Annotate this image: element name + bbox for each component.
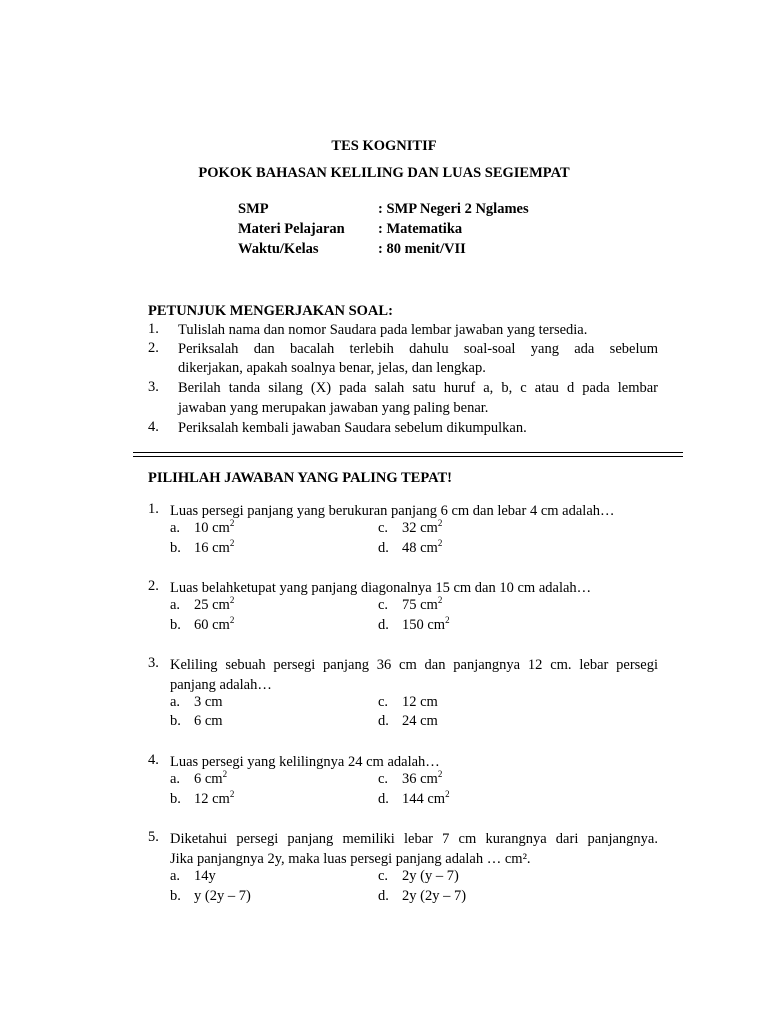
option-d[interactable]: d. 2y (2y – 7) <box>378 888 467 904</box>
info-key: Waktu/Kelas <box>238 241 319 257</box>
document-title: TES KOGNITIF <box>331 138 437 154</box>
option-b[interactable]: b. 12 $cm^2$ <box>170 789 235 807</box>
question-number: 4. <box>148 752 159 768</box>
question-text: Luas persegi panjang yang berukuran panjang 6 cm dan lebar 4 cm adalah… <box>170 503 615 519</box>
option-b[interactable]: b. 60 $cm^2$ <box>170 615 235 633</box>
option-d[interactable]: d. 144 $cm^2$ <box>378 789 450 807</box>
instruction-text: Tulislah nama dan nomor Saudara pada lembar jawaban yang tersedia. <box>178 322 588 338</box>
instructions-heading: PETUNJUK MENGERJAKAN SOAL: <box>148 303 393 319</box>
question-text: panjang adalah… <box>170 677 272 693</box>
info-key: Materi Pelajaran <box>238 221 345 237</box>
option-c[interactable]: c. 75 $cm^2$ <box>378 595 443 613</box>
section-divider <box>133 456 683 457</box>
question-text: Keliling sebuah persegi panjang 36 cm dan panjangnya 12 cm. lebar persegi <box>170 657 658 673</box>
option-b[interactable]: b. y (2y – 7) <box>170 888 251 904</box>
document-subtitle: POKOK BAHASAN KELILING DAN LUAS SEGIEMPAT <box>198 165 570 181</box>
instruction-number: 1. <box>148 321 159 337</box>
question-number: 2. <box>148 578 159 594</box>
option-d[interactable]: d. 150 $cm^2$ <box>378 615 450 633</box>
instruction-number: 4. <box>148 419 159 435</box>
question-text: Diketahui persegi panjang memiliki lebar 7 cm kurangnya dari panjangnya. <box>170 831 658 847</box>
option-a[interactable]: a. 10 $cm^2$ <box>170 518 235 536</box>
info-value: : SMP Negeri 2 Nglames <box>378 201 529 217</box>
instruction-text: Berilah tanda silang (X) pada salah satu huruf a, b, c atau d pada lembar <box>178 380 658 396</box>
info-value: : Matematika <box>378 221 463 237</box>
info-value: : 80 menit/VII <box>378 241 466 257</box>
option-c[interactable]: c. 32 $cm^2$ <box>378 518 443 536</box>
question-text: Luas persegi yang kelilingnya 24 cm adalah… <box>170 754 440 770</box>
question-text: Luas belahketupat yang panjang diagonalnya 15 cm dan 10 cm adalah… <box>170 580 592 596</box>
option-c[interactable]: c. 36 $cm^2$ <box>378 769 443 787</box>
option-a[interactable]: a. 14y <box>170 868 216 884</box>
option-c[interactable]: c. 2y (y – 7) <box>378 868 459 884</box>
option-d[interactable]: d. 48 $cm^2$ <box>378 538 443 556</box>
question-number: 3. <box>148 655 159 671</box>
instruction-text: dikerjakan, apakah soalnya benar, jelas, dan lengkap. <box>178 360 486 376</box>
instruction-number: 2. <box>148 340 159 356</box>
option-d[interactable]: d. 24 cm <box>378 713 438 729</box>
option-c[interactable]: c. 12 cm <box>378 694 438 710</box>
question-number: 1. <box>148 501 159 517</box>
option-a[interactable]: a. 6 $cm^2$ <box>170 769 228 787</box>
option-b[interactable]: b. 16 $cm^2$ <box>170 538 235 556</box>
option-a[interactable]: a. 25 $cm^2$ <box>170 595 235 613</box>
instruction-number: 3. <box>148 379 159 395</box>
option-a[interactable]: a. 3 cm <box>170 694 223 710</box>
instruction-text: jawaban yang merupakan jawaban yang paling benar. <box>178 400 489 416</box>
instruction-text: Periksalah dan bacalah terlebih dahulu soal-soal yang ada sebelum <box>178 341 658 357</box>
instruction-text: Periksalah kembali jawaban Saudara sebelum dikumpulkan. <box>178 420 527 436</box>
questions-heading: PILIHLAH JAWABAN YANG PALING TEPAT! <box>148 470 453 486</box>
section-divider <box>133 452 683 453</box>
question-text: Jika panjangnya 2y, maka luas persegi panjang adalah … cm². <box>170 851 531 867</box>
question-number: 5. <box>148 829 159 845</box>
info-key: SMP <box>238 201 269 217</box>
option-b[interactable]: b. 6 cm <box>170 713 223 729</box>
